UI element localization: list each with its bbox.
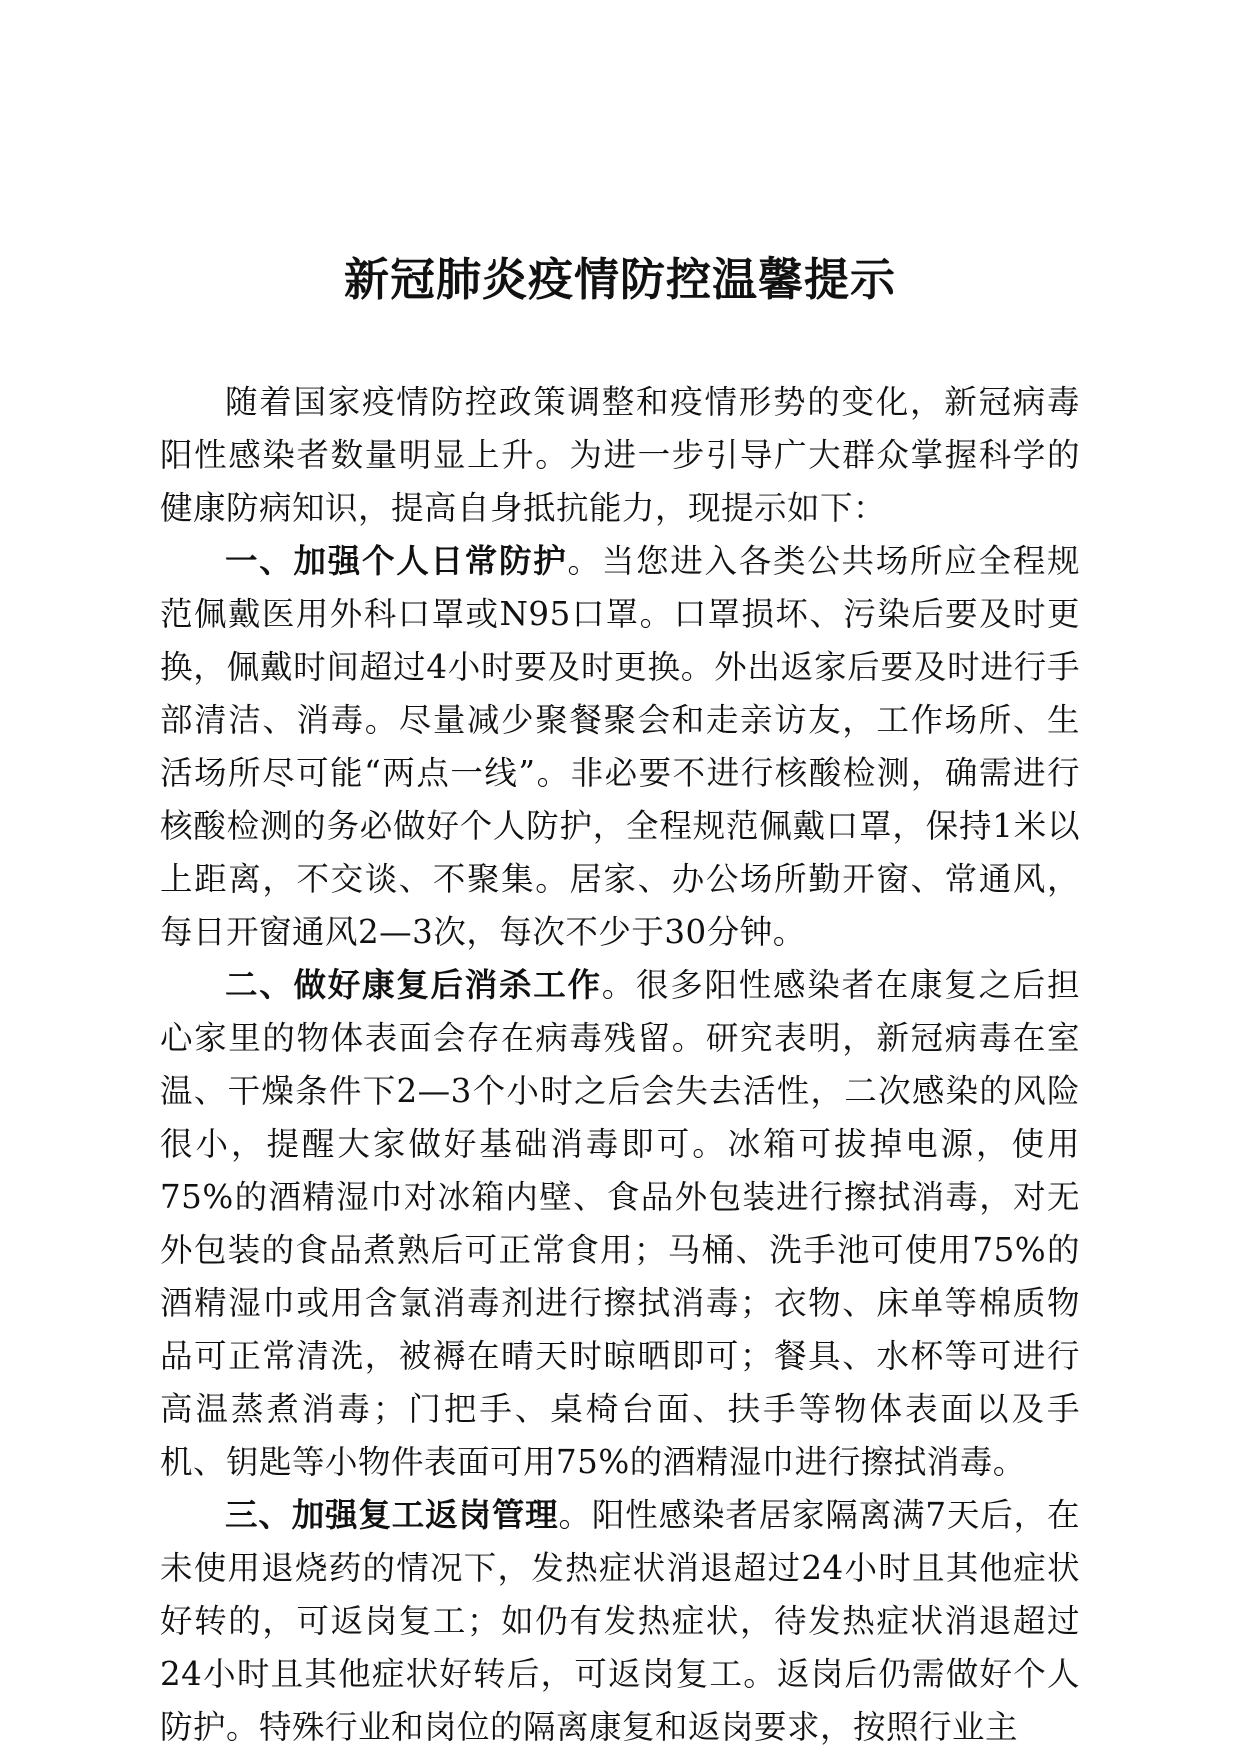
- section-paragraph-1: [160, 535, 1080, 959]
- intro-paragraph: 随着国家疫情防控政策调整和疫情形势的变化，新冠病毒阳性感染者数量明显上升。为进一步引导广大群众掌握科学的健康防病知识，提高自身抵抗能力，现提示如下：: [160, 383, 1080, 527]
- section-heading-2: 二、做好康复后消杀工作: [225, 966, 602, 1004]
- section-paragraph-3: [160, 1489, 1080, 1754]
- document-title: 新冠肺炎疫情防控温馨提示: [343, 253, 896, 306]
- document-body: [160, 376, 1080, 1754]
- section-text-1: 。当您进入各类公共场所应全程规范佩戴医用外科口罩或N95口罩。口罩损坏、污染后要及时更换，佩戴时间超过4小时要及时更换。外出返家后要及时进行手部清洁、消毒。尽量减少聚餐聚会和走亲访友，工作场所、生活场所尽可能“两点一线”。非必要不进行核酸检测，确需进行核酸检测的务必做好个人防护，全程规范佩戴口罩，保持1米以上距离，不交谈、不聚集。居家、办公场所勤开窗、常通风，每日开窗通风2—3次，每次不少于30分钟。: [160, 542, 1080, 951]
- section-heading-1: 一、加强个人日常防护: [225, 542, 568, 580]
- section-text-2: 。很多阳性感染者在康复之后担心家里的物体表面会存在病毒残留。研究表明，新冠病毒在室温、干燥条件下2—3个小时之后会失去活性，二次感染的风险很小，提醒大家做好基础消毒即可。冰箱可拔掉电源，使用75%的酒精湿巾对冰箱内壁、食品外包装进行擦拭消毒，对无外包装的食品煮熟后可正常食用；马桶、洗手池可使用75%的酒精湿巾或用含氯消毒剂进行擦拭消毒；衣物、床单等棉质物品可正常清洗，被褥在晴天时晾晒即可；餐具、水杯等可进行高温蒸煮消毒；门把手、桌椅台面、扶手等物体表面以及手机、钥匙等小物件表面可用75%的酒精湿巾进行擦拭消毒。: [160, 966, 1080, 1481]
- section-heading-3: 三、加强复工返岗管理: [225, 1496, 559, 1534]
- section-text-3: 。阳性感染者居家隔离满7天后，在未使用退烧药的情况下，发热症状消退超过24小时且其他症状好转的，可返岗复工；如仍有发热症状，待发热症状消退超过24小时且其他症状好转后，可返岗复工。返岗后仍需做好个人防护。特殊行业和岗位的隔离康复和返岗要求，按照行业主: [160, 1496, 1080, 1746]
- section-paragraph-2: [160, 959, 1080, 1489]
